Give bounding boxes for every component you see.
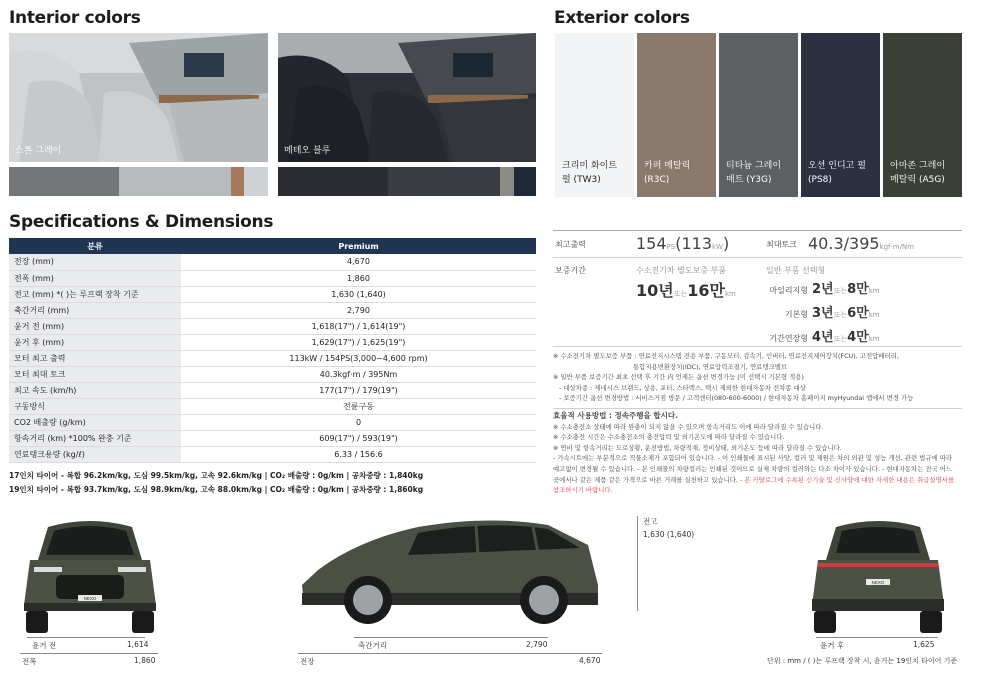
plan-years: 2년 [812, 282, 834, 297]
note-line: - 가속시트에는 부분적으로 직물소재가 포함되어 있습니다. - 이 인쇄물에 표시된 사양, 컬러 및 제원은 차의 외관 및 성능 개선, 관련 법규에 따라 [553, 454, 953, 463]
exterior-color-chip[interactable] [801, 33, 880, 197]
swatch [500, 167, 514, 196]
or-word: 또는 [833, 311, 848, 319]
spec-key: 항속거리 (km) *100% 완충 기준 [9, 430, 181, 446]
spec-value: 1,629(17") / 1,625(19") [181, 334, 536, 350]
table-row [9, 318, 536, 334]
spec-key: CO2 배출량 (g/km) [9, 414, 181, 430]
km-unit: km [868, 311, 880, 319]
spec-value: 전륜구동 [181, 398, 536, 414]
spec-value: 1,618(17") / 1,614(19") [181, 318, 536, 334]
plan-name: 마일리지형 [769, 286, 808, 295]
swatch [9, 167, 119, 196]
spec-value: 1,630 (1,640) [181, 286, 536, 302]
note-line: 곳에서나 같은 제품 같은 가격으로 바른 거래를 실천하고 있습니다. [553, 475, 738, 484]
spec-key: 전폭 (mm) [9, 270, 181, 286]
or-word: 또는 [833, 335, 848, 343]
length-value: 4,670 [579, 656, 601, 665]
height-value: 1,630 (1,640) [643, 530, 695, 539]
table-row [9, 414, 536, 430]
exterior-color-chip[interactable] [719, 33, 798, 197]
km-unit: km [868, 287, 880, 295]
table-row [9, 350, 536, 366]
plan-name: 기본형 [784, 310, 808, 319]
spec-key: 윤거 전 (mm) [9, 318, 181, 334]
table-row [9, 286, 536, 302]
interior-swatches-stone-gray [9, 167, 268, 196]
note-line: ※ 수소충전소 상태에 따라 완충이 되지 않을 수 있으며 항속거리도 이에 따라 달라질 수 있습니다. [553, 422, 824, 431]
color-name-line1: 카퍼 메탈릭 [644, 161, 691, 171]
specs-title: Specifications & Dimensions [9, 212, 274, 232]
swatch [244, 167, 268, 196]
wheelbase-line [354, 637, 548, 638]
height-line [637, 516, 638, 611]
torque-unit: kgf·m/Nm [879, 243, 914, 251]
color-name-line2: (R3C) [644, 175, 670, 185]
note-line-red: - 본 카탈로그에 수록된 신기술 및 신사양에 대한 자세한 내용은 취급설명서를 [737, 475, 954, 484]
or-word: 또는 [833, 287, 848, 295]
warranty-plan [766, 278, 880, 297]
spec-value: 4,670 [181, 254, 536, 270]
spec-value: 6.33 / 156.6 [181, 446, 536, 462]
spec-table [9, 238, 536, 463]
exterior-colors-title: Exterior colors [554, 8, 690, 28]
table-row [9, 430, 536, 446]
wheelbase-value: 2,790 [526, 640, 548, 649]
exterior-color-chip[interactable] [883, 33, 962, 197]
interior-photo-meteor-blue[interactable] [278, 33, 536, 162]
note-line: 통합저용변환장치(IDC), 연료압력조절기, 연료탱크밸브 [633, 362, 788, 371]
table-row [9, 270, 536, 286]
note-line: ※ 연비 및 항속거리는 도로상황, 운전방법, 차량적재, 정비상태, 외기온도 등에 따라 달라질 수 있습니다. [553, 443, 842, 452]
rear-track-line [816, 637, 938, 638]
table-row [9, 254, 536, 270]
front-track-line [27, 637, 145, 638]
swatch [231, 167, 244, 196]
warranty-plan [766, 326, 880, 345]
plan-km: 8만 [847, 282, 869, 297]
warranty-notes [553, 351, 963, 404]
km-unit: km [868, 335, 880, 343]
rear-track-value: 1,625 [913, 640, 935, 649]
car-front-view [20, 515, 160, 635]
swatch [388, 167, 500, 196]
plan-name: 기간연장형 [769, 334, 808, 343]
exterior-color-chip[interactable] [637, 33, 716, 197]
swatch [119, 167, 231, 196]
plan-km: 6만 [847, 306, 869, 321]
color-name-line2: 매트 (Y3G) [726, 175, 772, 185]
color-name-line2: 메탈릭 (A5G) [890, 175, 945, 185]
spec-key: 연료탱크용량 (kg/ℓ) [9, 446, 181, 462]
table-row [9, 366, 536, 382]
power-number: 154 [636, 234, 667, 253]
color-name-line2: (PS8) [808, 175, 832, 185]
note-line: ※ 수소충전 시간은 수소충전소의 충전압력 및 외기온도에 따라 달라질 수 있습니다. [553, 433, 785, 442]
spec-key: 전고 (mm) *( )는 루프랙 장착 기준 [9, 286, 181, 302]
height-label: 전고 [643, 517, 658, 526]
rear-badge: NEXO [871, 580, 885, 585]
divider [553, 230, 962, 231]
spec-key: 전장 (mm) [9, 254, 181, 270]
fuelcell-warranty-label: 수소전기차 별도보증 부품 [636, 266, 727, 275]
table-row [9, 398, 536, 414]
divider [553, 408, 962, 409]
spec-value: 2,790 [181, 302, 536, 318]
spec-value: 113kW / 154PS(3,000~4,600 rpm) [181, 350, 536, 366]
spec-key: 모터 최대 토크 [9, 366, 181, 382]
max-power-value [636, 234, 729, 253]
note-line: ※ 수소전기차 별도보증 부품 : 연료전지시스템 전용 부품, 구동모터, 감속기, 인버터, 연료전지제어장치(FCU), 고전압배터리, [553, 352, 899, 360]
front-badge: NEXO [83, 596, 97, 601]
fuel-economy-17: 17인치 타이어 - 복합 96.2km/kg, 도심 99.5km/kg, 고속 92.6km/kg | CO₂ 배출량 : 0g/km | 공차중량 : 1,840kg [9, 471, 424, 480]
spec-value: 40.3kgf·m / 395Nm [181, 366, 536, 382]
exterior-color-name [726, 159, 781, 187]
color-name-line1: 아마존 그레이 [890, 161, 946, 171]
spec-key: 축간거리 (mm) [9, 302, 181, 318]
efficiency-title: 효율적 사용방법 : 정속주행을 합시다. [553, 411, 678, 420]
front-track-label: 윤거 전 [32, 641, 57, 650]
spec-value: 177(17") / 179(19") [181, 382, 536, 398]
general-warranty-label: 일반 부품 선택형 [766, 266, 826, 275]
fuelcell-km: 16만 [687, 281, 725, 300]
interior-photo-stone-gray[interactable] [9, 33, 268, 162]
exterior-color-chip[interactable] [555, 33, 634, 197]
divider [553, 346, 962, 347]
efficiency-notes [553, 411, 963, 496]
fuelcell-years: 10년 [636, 281, 674, 300]
table-row [9, 334, 536, 350]
spec-header-premium: Premium [181, 238, 536, 254]
length-line [298, 653, 602, 654]
spec-key: 모터 최고 출력 [9, 350, 181, 366]
color-name-line1: 오션 인디고 펄 [808, 161, 866, 171]
note-line: - 대상차종 : 제네시스 브랜드, 상용, 포터, 스타렉스, 택시 제외한 현대자동차 전차종 대상 [559, 383, 806, 392]
spec-header-category: 분류 [9, 238, 181, 254]
color-name-line2: 펄 (TW3) [562, 175, 601, 185]
front-track-value: 1,614 [127, 640, 149, 649]
width-label: 전폭 [22, 657, 37, 666]
spec-key: 최고 속도 (km/h) [9, 382, 181, 398]
power-kw-number: (113 [675, 234, 712, 253]
warranty-plan [766, 302, 880, 321]
plan-years: 3년 [812, 306, 834, 321]
color-name-line1: 크리미 화이트 [562, 161, 618, 171]
swatch [514, 167, 536, 196]
spec-key: 윤거 후 (mm) [9, 334, 181, 350]
power-kw-unit: kW [712, 243, 723, 251]
power-unit: PS [666, 243, 676, 251]
interior-photo-label: 스톤 그레이 [15, 146, 62, 156]
units-note: 단위 : mm / ( )는 루프랙 장착 시, 윤거는 19인치 타이어 기준 [767, 657, 958, 665]
fuel-economy-19: 19인치 타이어 - 복합 93.7km/kg, 도심 98.9km/kg, 고속 88.0km/kg | CO₂ 배출량 : 0g/km | 공차중량 : 1,860kg [9, 485, 424, 494]
power-kw-close: ) [722, 234, 730, 253]
plan-km: 4만 [847, 330, 869, 345]
note-line: ※ 일반 부품 보증기간 최초 선택 후 기간 内 언제든 옵션 변경가능 (미 선택시 기본형 적용) [553, 373, 804, 382]
interior-photo-label: 메테오 블루 [284, 146, 331, 156]
swatch [278, 167, 388, 196]
exterior-color-name [644, 159, 690, 187]
km-unit: km [725, 290, 736, 298]
interior-colors-title: Interior colors [9, 8, 141, 28]
wheelbase-label: 축간거리 [358, 641, 387, 650]
spec-value: 0 [181, 414, 536, 430]
exterior-color-name [890, 159, 945, 187]
spec-value: 609(17") / 593(19") [181, 430, 536, 446]
or-word: 또는 [673, 290, 688, 298]
table-row [9, 446, 536, 462]
length-label: 전장 [300, 657, 315, 666]
table-row [9, 382, 536, 398]
car-rear-view [808, 515, 948, 635]
max-torque-label: 최대토크 [766, 240, 797, 249]
color-name-line1: 티타늄 그레이 [726, 161, 782, 171]
width-value: 1,860 [134, 656, 156, 665]
max-power-label: 최고출력 [555, 240, 586, 249]
torque-number: 40.3/395 [808, 234, 880, 253]
exterior-color-name [562, 159, 617, 187]
car-side-view [298, 515, 608, 627]
rear-track-label: 윤거 후 [820, 641, 845, 650]
note-line: - 보증기간 옵션 변경방법 : 서비스거점 방문 / 고객센터(080-600-6000) / 현대자동차 홈페이지 myHyundai 앱에서 변경 가능 [559, 394, 914, 403]
warranty-label: 보증기간 [555, 266, 586, 275]
note-line: 예고없이 변경될 수 있습니다. - 본 인쇄물의 차량컬러는 인쇄된 것이므로 실제 차량의 컬러와는 다소 차이가 있습니다. - 현대자동차는 전국 어느 [553, 464, 953, 473]
width-line [20, 653, 158, 654]
table-row [9, 302, 536, 318]
divider [553, 257, 962, 258]
interior-swatches-meteor-blue [278, 167, 536, 196]
max-torque-value [808, 234, 914, 253]
fuelcell-warranty-value [636, 278, 736, 301]
plan-years: 4년 [812, 330, 834, 345]
spec-key: 구동방식 [9, 398, 181, 414]
exterior-color-name [808, 159, 866, 187]
spec-value: 1,860 [181, 270, 536, 286]
note-line-red: 참조하시기 바랍니다. [553, 486, 613, 495]
